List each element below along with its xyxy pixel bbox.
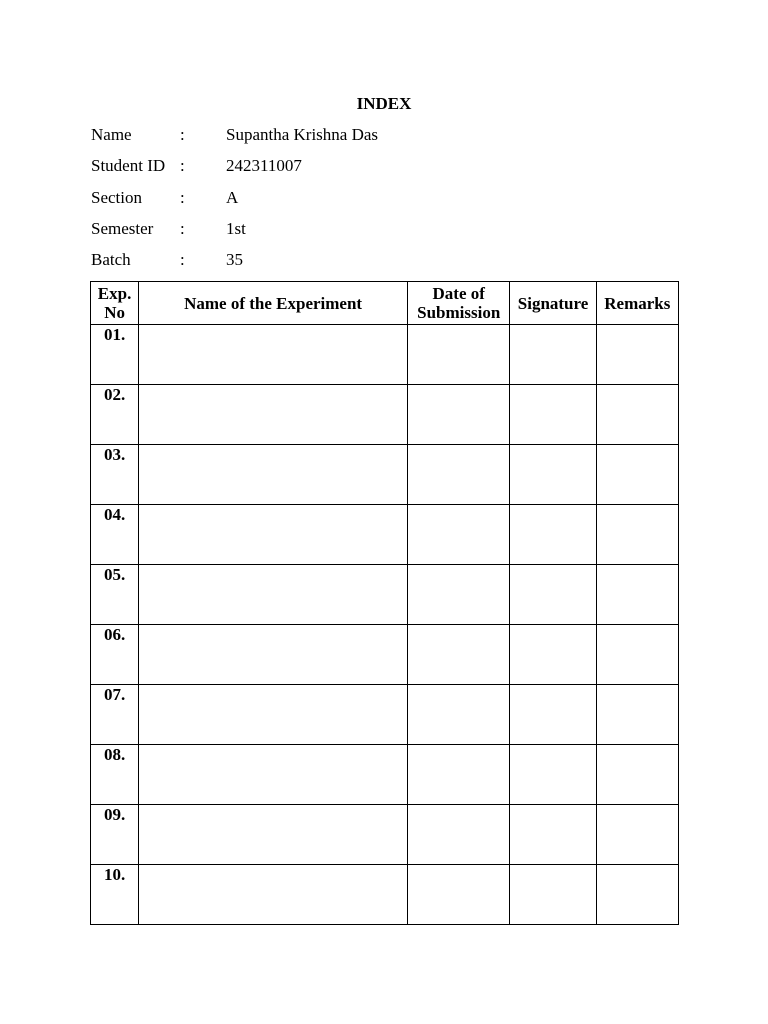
header-exp-no-line1: Exp. xyxy=(97,284,132,303)
exp-no-cell: 09. xyxy=(91,805,139,865)
info-value: A xyxy=(226,187,239,207)
signature-cell xyxy=(510,625,596,685)
info-label: Section xyxy=(91,187,142,207)
info-row-semester xyxy=(91,219,378,250)
date-cell xyxy=(408,745,510,805)
table-row xyxy=(91,445,679,505)
header-date-of-submission xyxy=(408,282,510,325)
remarks-cell xyxy=(596,325,678,385)
signature-cell xyxy=(510,805,596,865)
signature-cell xyxy=(510,325,596,385)
experiment-name-cell xyxy=(139,625,408,685)
table-row xyxy=(91,625,679,685)
date-cell xyxy=(408,685,510,745)
header-experiment-name: Name of the Experiment xyxy=(139,282,408,325)
exp-no-cell: 02. xyxy=(91,385,139,445)
info-row-batch xyxy=(91,250,378,281)
remarks-cell xyxy=(596,625,678,685)
experiment-index-table xyxy=(90,281,679,925)
signature-cell xyxy=(510,385,596,445)
header-remarks: Remarks xyxy=(596,282,678,325)
table-row xyxy=(91,385,679,445)
info-label: Batch xyxy=(91,250,131,270)
remarks-cell xyxy=(596,505,678,565)
info-label: Semester xyxy=(91,218,154,238)
info-value: 242311007 xyxy=(226,156,302,176)
experiment-name-cell xyxy=(139,685,408,745)
date-cell xyxy=(408,325,510,385)
exp-no-cell: 06. xyxy=(91,625,139,685)
exp-no-cell: 08. xyxy=(91,745,139,805)
experiment-name-cell xyxy=(139,325,408,385)
date-cell xyxy=(408,385,510,445)
date-cell xyxy=(408,565,510,625)
table-row xyxy=(91,745,679,805)
experiment-name-cell xyxy=(139,805,408,865)
info-label: Name xyxy=(91,125,132,144)
info-colon: : xyxy=(180,125,185,144)
date-cell xyxy=(408,625,510,685)
date-cell xyxy=(408,805,510,865)
signature-cell xyxy=(510,565,596,625)
info-colon: : xyxy=(180,187,185,207)
info-value: 1st xyxy=(226,218,246,238)
info-colon: : xyxy=(180,250,185,270)
remarks-cell xyxy=(596,445,678,505)
table-row xyxy=(91,865,679,925)
signature-cell xyxy=(510,505,596,565)
experiment-name-cell xyxy=(139,505,408,565)
date-cell xyxy=(408,865,510,925)
experiment-name-cell xyxy=(139,385,408,445)
table-header-row xyxy=(91,282,679,325)
info-row-student-id xyxy=(91,156,378,187)
info-label: Student ID xyxy=(91,156,166,176)
signature-cell xyxy=(510,445,596,505)
signature-cell xyxy=(510,745,596,805)
experiment-name-cell xyxy=(139,745,408,805)
remarks-cell xyxy=(596,565,678,625)
table-row xyxy=(91,685,679,745)
remarks-cell xyxy=(596,865,678,925)
remarks-cell xyxy=(596,745,678,805)
exp-no-cell: 07. xyxy=(91,685,139,745)
exp-no-cell: 04. xyxy=(91,505,139,565)
info-value: 35 xyxy=(226,250,243,270)
header-exp-no-line2: No xyxy=(104,303,125,322)
exp-no-cell: 03. xyxy=(91,445,139,505)
experiment-name-cell xyxy=(139,445,408,505)
remarks-cell xyxy=(596,385,678,445)
student-info xyxy=(91,125,378,281)
signature-cell xyxy=(510,865,596,925)
info-colon: : xyxy=(180,218,185,238)
exp-no-cell: 01. xyxy=(91,325,139,385)
date-cell xyxy=(408,445,510,505)
experiment-name-cell xyxy=(139,565,408,625)
page-title: INDEX xyxy=(356,94,412,113)
info-value: Supantha Krishna Das xyxy=(226,125,379,144)
info-row-section xyxy=(91,188,378,219)
header-date-line2: Submission xyxy=(417,303,501,322)
header-date-line1: Date of xyxy=(432,284,485,303)
exp-no-cell: 05. xyxy=(91,565,139,625)
table-row xyxy=(91,325,679,385)
info-colon: : xyxy=(180,156,185,176)
signature-cell xyxy=(510,685,596,745)
exp-no-cell: 10. xyxy=(91,865,139,925)
info-row-name xyxy=(91,125,378,156)
table-row xyxy=(91,805,679,865)
remarks-cell xyxy=(596,685,678,745)
date-cell xyxy=(408,505,510,565)
header-signature: Signature xyxy=(510,282,596,325)
table-row xyxy=(91,505,679,565)
header-exp-no xyxy=(91,282,139,325)
table-row xyxy=(91,565,679,625)
remarks-cell xyxy=(596,805,678,865)
experiment-name-cell xyxy=(139,865,408,925)
